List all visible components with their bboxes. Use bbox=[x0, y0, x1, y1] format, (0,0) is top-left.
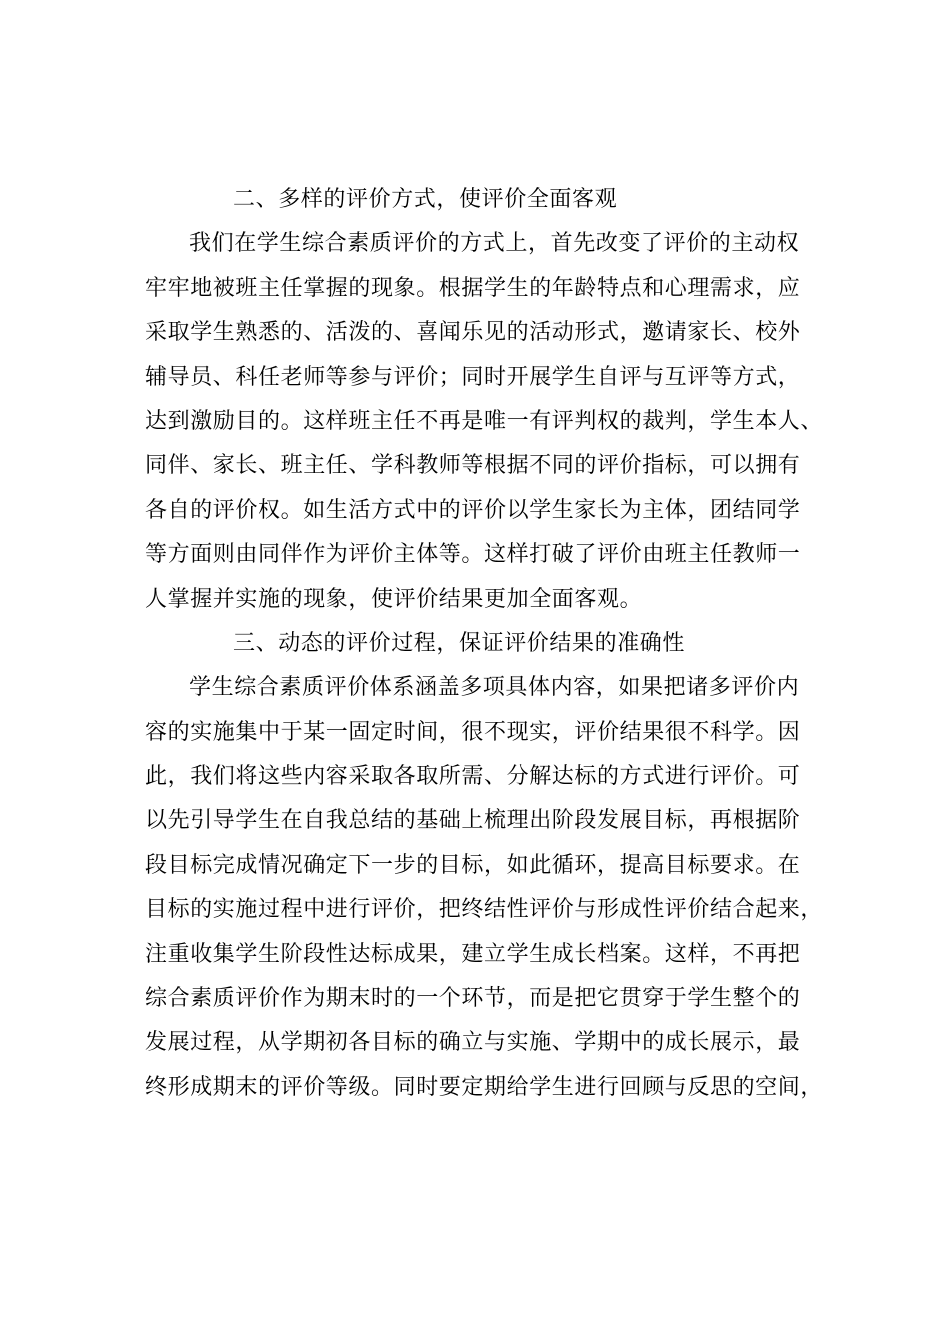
paragraph-line: 终形成期末的评价等级。同时要定期给学生进行回顾与反思的空间， bbox=[145, 1074, 824, 1100]
paragraph-line: 综合素质评价作为期末时的一个环节，而是把它贯穿于学生整个的 bbox=[145, 986, 801, 1012]
section-heading: 三、动态的评价过程，保证评价结果的准确性 bbox=[233, 630, 686, 656]
paragraph-line: 段目标完成情况确定下一步的目标，如此循环，提高目标要求。在 bbox=[145, 852, 801, 878]
section-heading: 二、多样的评价方式，使评价全面客观 bbox=[233, 187, 618, 212]
paragraph-line: 达到激励目的。这样班主任不再是唯一有评判权的裁判，学生本人、 bbox=[145, 408, 824, 434]
paragraph-line: 我们在学生综合素质评价的方式上，首先改变了评价的主动权 bbox=[189, 231, 800, 257]
paragraph-line: 目标的实施过程中进行评价，把终结性评价与形成性评价结合起来， bbox=[145, 897, 824, 923]
paragraph-line: 采取学生熟悉的、活泼的、喜闻乐见的活动形式，邀请家长、校外 bbox=[145, 320, 801, 346]
paragraph-line: 辅导员、科任老师等参与评价；同时开展学生自评与互评等方式， bbox=[145, 364, 801, 390]
paragraph-line: 牢牢地被班主任掌握的现象。根据学生的年龄特点和心理需求，应 bbox=[145, 275, 801, 301]
paragraph-line: 同伴、家长、班主任、学科教师等根据不同的评价指标，可以拥有 bbox=[145, 453, 801, 479]
paragraph-line: 学生综合素质评价体系涵盖多项具体内容，如果把诸多评价内 bbox=[189, 675, 800, 701]
paragraph-line: 发展过程，从学期初各目标的确立与实施、学期中的成长展示，最 bbox=[145, 1030, 801, 1056]
paragraph-line: 以先引导学生在自我总结的基础上梳理出阶段发展目标，再根据阶 bbox=[145, 808, 801, 834]
paragraph-line: 此，我们将这些内容采取各取所需、分解达标的方式进行评价。可 bbox=[145, 764, 801, 790]
paragraph-line: 各自的评价权。如生活方式中的评价以学生家长为主体，团结同学 bbox=[145, 497, 801, 523]
paragraph-line: 注重收集学生阶段性达标成果，建立学生成长档案。这样，不再把 bbox=[145, 941, 801, 967]
paragraph-line: 容的实施集中于某一固定时间，很不现实，评价结果很不科学。因 bbox=[145, 719, 801, 745]
paragraph-line: 等方面则由同伴作为评价主体等。这样打破了评价由班主任教师一 bbox=[145, 542, 801, 568]
document-text bbox=[145, 178, 825, 1110]
paragraph-line: 人掌握并实施的现象，使评价结果更加全面客观。 bbox=[145, 586, 643, 612]
